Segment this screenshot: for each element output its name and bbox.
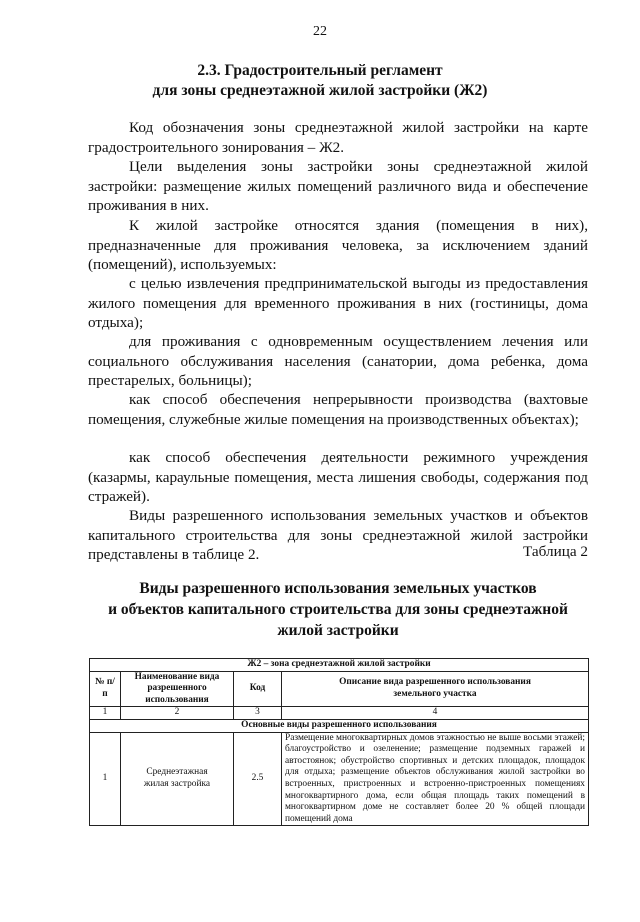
header-code: Код (234, 671, 282, 707)
column-header-row (90, 671, 589, 707)
zone-header-cell: Ж2 – зона среднеэтажной жилой застройки (90, 659, 589, 672)
paragraph-residential-definition: К жилой застройке относятся здания (помещения в них), предназначенные для проживания человека, за исключением зданий (помещений), используемых: (88, 217, 588, 274)
row-description: Размещение многоквартирных домов этажностью не выше восьми этажей; благоустройство и озеленение; размещение подземных гаражей и автостоянок; обустройство спортивных и детских площадок, площадок для отдыха; размещение объектов обслуживания жилой застройки во встроенных, пристроенных и встроенно-пристроенных помещениях многоквартирного дома, если общая площадь таких помещений в многоквартирном доме не составляет более 20 % общей площади помещений дома (282, 732, 589, 826)
header-name: Наименование вида разрешенного использования (121, 671, 234, 707)
col-number-2: 2 (121, 707, 234, 720)
paragraph-exclusion-commercial: с целью извлечения предпринимательской выгоды из предоставления жилого помещения для временного проживания в них (гостиницы, дома отдыха); (88, 275, 588, 332)
table-row (90, 732, 589, 826)
paragraph-exclusion-treatment: для проживания с одновременным осуществлением лечения или социального обслуживания населения (санатории, дома ребенка, дома престарелых, больницы); (88, 333, 588, 390)
page-number: 22 (313, 24, 327, 39)
table-title-line3: жилой застройки (277, 622, 399, 639)
row-num: 1 (90, 732, 121, 826)
table-title-line1: Виды разрешенного использования земельных участков (139, 580, 537, 597)
header-description: Описание вида разрешенного использования земельного участка (282, 671, 589, 707)
paragraph-exclusion-regime: как способ обеспечения деятельности режимного учреждения (казармы, караульные помещения, места лишения свободы, содержания под стражей). (88, 449, 588, 506)
column-number-row (90, 707, 589, 720)
table-title-line2: и объектов капитального строительства для зоны среднеэтажной (108, 601, 568, 618)
section-heading-line1: 2.3. Градостроительный регламент (197, 62, 443, 79)
table-label: Таблица 2 (523, 543, 588, 560)
section-row (90, 719, 589, 732)
col-number-3: 3 (234, 707, 282, 720)
col-number-4: 4 (282, 707, 589, 720)
zone-header-row (90, 659, 589, 672)
section-cell: Основные виды разрешенного использования (90, 719, 589, 732)
header-num: № п/п (90, 671, 121, 707)
paragraph-exclusion-shift: как способ обеспечения непрерывности производства (вахтовые помещения, служебные жилые помещения на производственных объектах); (88, 391, 588, 428)
permitted-use-table (89, 658, 589, 826)
row-name: Среднеэтажная жилая застройка (121, 732, 234, 826)
paragraph-table-reference: Виды разрешенного использования земельных участков и объектов капитального строительства для зоны среднеэтажной жилой застройки представлены в таблице 2. (88, 507, 588, 564)
row-code: 2.5 (234, 732, 282, 826)
paragraph-zone-code: Код обозначения зоны среднеэтажной жилой застройки на карте градостроительного зонирования – Ж2. (88, 119, 588, 156)
paragraph-zone-goals: Цели выделения зоны застройки зоны среднеэтажной жилой застройки: размещение жилых помещений различного вида и обеспечение проживания в них. (88, 158, 588, 215)
section-heading-line2: для зоны среднеэтажной жилой застройки (Ж2) (152, 82, 488, 99)
col-number-1: 1 (90, 707, 121, 720)
